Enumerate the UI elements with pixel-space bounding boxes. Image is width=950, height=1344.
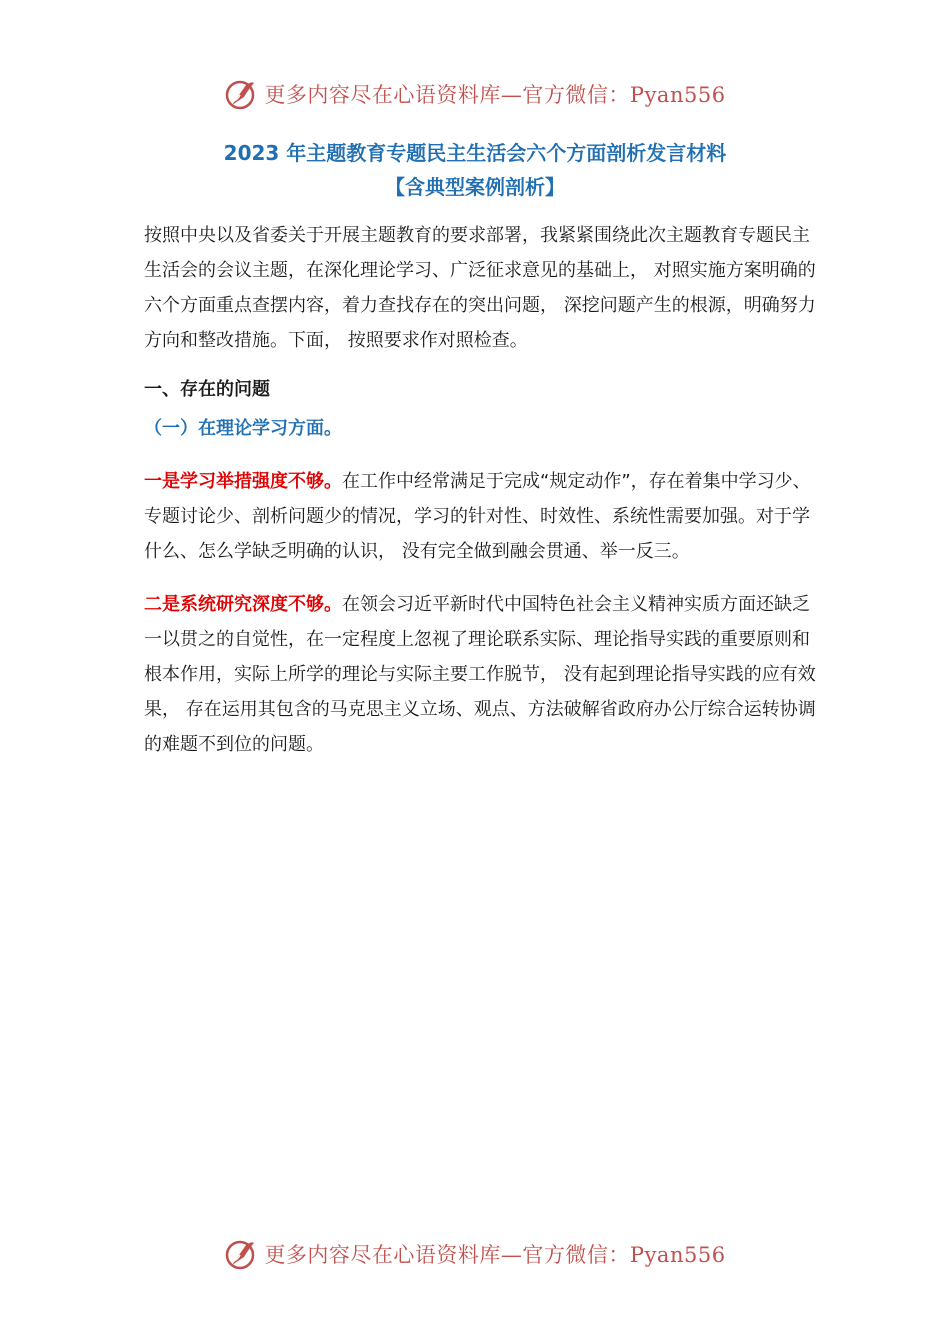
- title-line-2: 【含典型案例剖析】: [385, 175, 565, 199]
- intro-paragraph: 按照中央以及省委关于开展主题教育的要求部署，我紧紧围绕此次主题教育专题民主生活会的会议主题，在深化理论学习、广泛征求意见的基础上， 对照实施方案明确的六个方面重点查摆内容，着力查找存在的突出问题， 深挖问题产生的根源，明确努力方向和整改措施。下面， 按照要求作对照检查。: [144, 225, 816, 351]
- point-lead-1: 一是学习举措强度不够。: [144, 471, 342, 492]
- point-paragraph-1: [144, 464, 820, 569]
- point-paragraph-2: [144, 587, 820, 762]
- quill-pen-logo-icon: [224, 1237, 258, 1271]
- section-heading: 一、存在的问题: [144, 379, 270, 400]
- banner-text: 更多内容尽在心语资料库—官方微信：Pyan556: [264, 83, 726, 107]
- header-banner: [0, 74, 950, 114]
- banner-text: 更多内容尽在心语资料库—官方微信：Pyan556: [264, 1243, 726, 1267]
- footer-banner: [0, 1234, 950, 1274]
- point-lead-2: 二是系统研究深度不够。: [144, 594, 342, 615]
- title-line-1: 2023 年主题教育专题民主生活会六个方面剖析发言材料: [223, 141, 727, 165]
- sub-heading: （一）在理论学习方面。: [144, 418, 342, 439]
- document-title: [0, 136, 950, 204]
- point-text-2: 在领会习近平新时代中国特色社会主义精神实质方面还缺乏一以贯之的自觉性，在一定程度上忽视了理论联系实际、理论指导实践的重要原则和根本作用，实际上所学的理论与实际主要工作脱节， 没有起到理论指导实践的应有效果， 存在运用其包含的马克思主义立场、观点、方法破解省政府办公厅综合运转协调的难题不到位的问题。: [144, 594, 816, 755]
- point-text-1: 在工作中经常满足于完成“规定动作”，存在着集中学习少、专题讨论少、剖析问题少的情况，学习的针对性、时效性、系统性需要加强。对于学什么、怎么学缺乏明确的认识， 没有完全做到融会贯通、举一反三。: [144, 471, 811, 562]
- quill-pen-logo-icon: [224, 77, 258, 111]
- document-body: [144, 218, 820, 780]
